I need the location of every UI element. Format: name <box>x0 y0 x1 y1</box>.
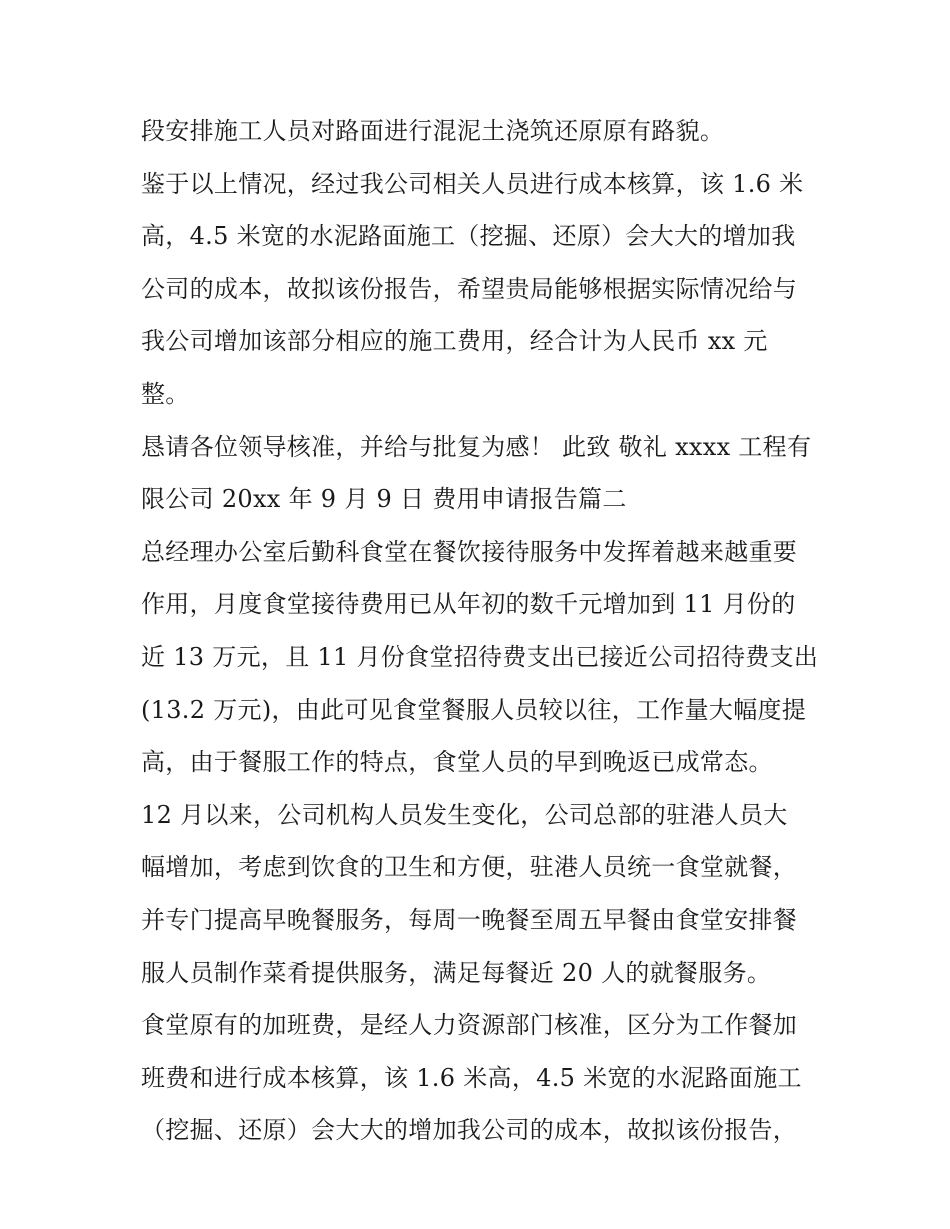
text-line: 作用，月度食堂接待费用已从年初的数千元增加到 11 月份的 <box>141 590 796 619</box>
text-line: 整。 <box>141 379 190 408</box>
text-line: 限公司 20xx 年 9 月 9 日 费用申请报告篇二 <box>141 485 627 514</box>
text-line: 我公司增加该部分相应的施工费用，经合计为人民币 xx 元 <box>141 327 768 356</box>
text-line: 段安排施工人员对路面进行混泥土浇筑还原原有路貌。 <box>141 117 725 145</box>
text-line: 总经理办公室后勤科食堂在餐饮接待服务中发挥着越来越重要 <box>141 537 798 566</box>
text-line: 12 月以来，公司机构人员发生变化，公司总部的驻港人员大 <box>141 800 788 829</box>
text-line: 公司的成本，故拟该份报告，希望贵局能够根据实际情况给与 <box>141 274 798 303</box>
text-line: 幅增加，考虑到饮食的卫生和方便，驻港人员统一食堂就餐， <box>141 853 798 882</box>
text-line: 鉴于以上情况，经过我公司相关人员进行成本核算，该 1.6 米 <box>141 169 804 198</box>
text-line: 高，4.5 米宽的水泥路面施工（挖掘、还原）会大大的增加我 <box>141 222 796 251</box>
text-line: 并专门提高早晚餐服务，每周一晚餐至周五早餐由食堂安排餐 <box>141 905 798 934</box>
text-line: 近 13 万元，且 11 月份食堂招待费支出已接近公司招待费支出 <box>141 642 819 671</box>
text-line: （挖掘、还原）会大大的增加我公司的成本，故拟该份报告， <box>141 1116 798 1145</box>
text-line: 食堂原有的加班费，是经人力资源部门核准，区分为工作餐加 <box>141 1011 798 1040</box>
document-body <box>141 110 831 1162</box>
text-line: (13.2 万元)，由此可见食堂餐服人员较以往，工作量大幅度提 <box>141 695 807 724</box>
text-line: 班费和进行成本核算，该 1.6 米高，4.5 米宽的水泥路面施工 <box>141 1063 802 1092</box>
text-line: 恳请各位领导核准，并给与批复为感！ 此致 敬礼 xxxx 工程有 <box>141 432 812 461</box>
text-line: 服人员制作菜肴提供服务，满足每餐近 20 人的就餐服务。 <box>141 958 772 987</box>
text-line: 高，由于餐服工作的特点，食堂人员的早到晚返已成常态。 <box>141 748 773 777</box>
